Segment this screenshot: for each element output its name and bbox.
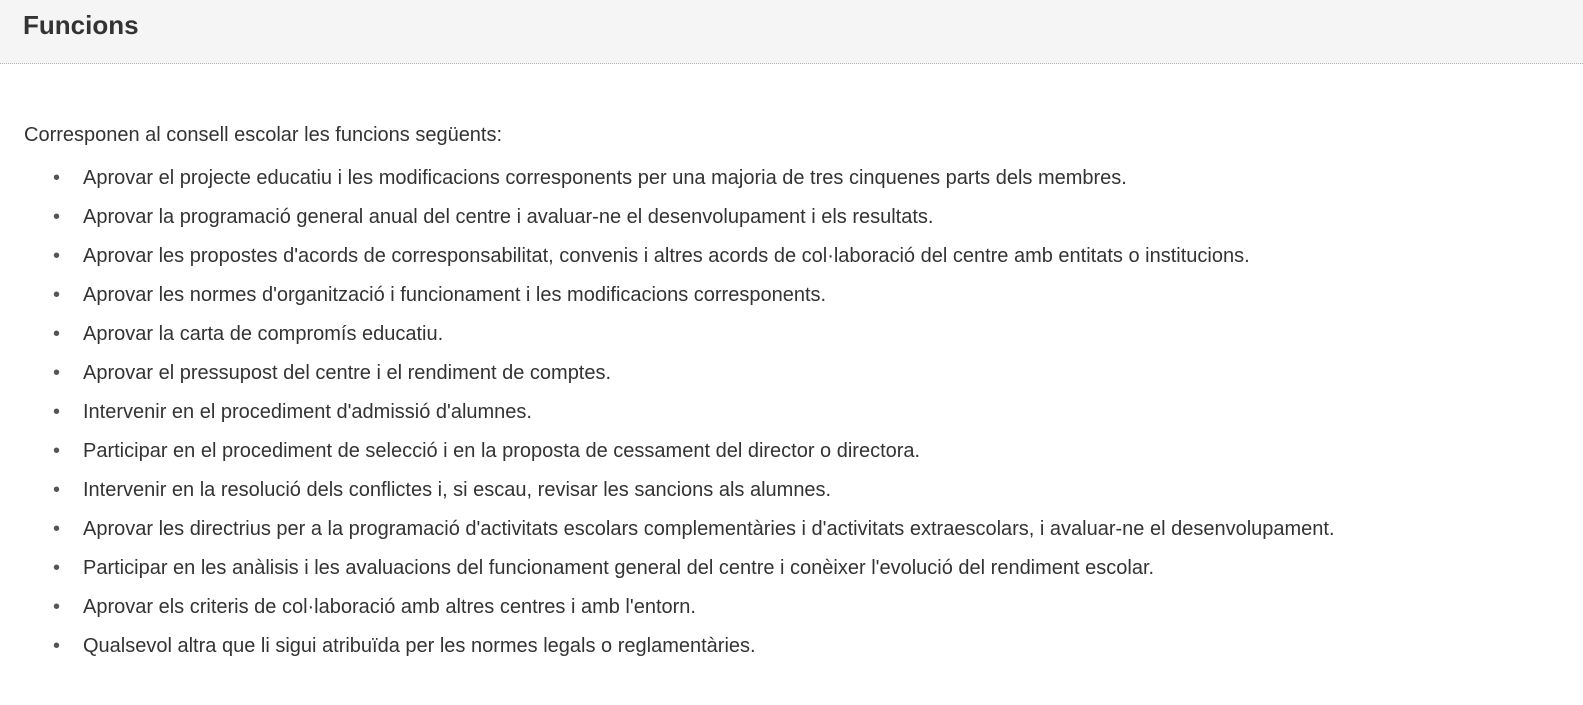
section-title: Funcions — [23, 10, 139, 40]
bullet-icon: • — [53, 635, 61, 657]
list-item — [53, 198, 1583, 237]
list-item-text: Participar en el procediment de selecció i en la proposta de cessament del director o directora. — [83, 440, 921, 462]
list-item-text: Intervenir en el procediment d'admissió d'alumnes. — [83, 401, 532, 423]
functions-list — [24, 159, 1583, 666]
list-item — [53, 549, 1583, 588]
list-item — [53, 315, 1583, 354]
list-item — [53, 276, 1583, 315]
list-item-text: Aprovar les propostes d'acords de corresponsabilitat, convenis i altres acords de col·laboració del centre amb entitats o institucions. — [83, 245, 1250, 267]
bullet-icon: • — [53, 284, 61, 306]
list-item — [53, 510, 1583, 549]
list-item-text: Aprovar les directrius per a la programació d'activitats escolars complementàries i d'activitats extraescolars, i avaluar-ne el desenvolupament. — [83, 518, 1335, 540]
bullet-icon: • — [53, 557, 61, 579]
bullet-icon: • — [53, 479, 61, 501]
bullet-icon: • — [53, 167, 61, 189]
bullet-icon: • — [53, 362, 61, 384]
list-item — [53, 354, 1583, 393]
bullet-icon: • — [53, 206, 61, 228]
section-header — [0, 0, 1583, 64]
list-item — [53, 159, 1583, 198]
list-item — [53, 471, 1583, 510]
list-item-text: Aprovar les normes d'organització i funcionament i les modificacions corresponents. — [83, 284, 827, 306]
list-item — [53, 432, 1583, 471]
list-item — [53, 588, 1583, 627]
intro-text: Corresponen al consell escolar les funcions següents: — [24, 124, 503, 146]
list-item-text: Aprovar el projecte educatiu i les modificacions corresponents per una majoria de tres cinquenes parts dels membres. — [83, 167, 1127, 189]
list-item — [53, 393, 1583, 432]
list-item-text: Qualsevol altra que li sigui atribuïda per les normes legals o reglamentàries. — [83, 635, 756, 657]
list-item-text: Participar en les anàlisis i les avaluacions del funcionament general del centre i conèixer l'evolució del rendiment escolar. — [83, 557, 1155, 579]
list-item-text: Aprovar els criteris de col·laboració amb altres centres i amb l'entorn. — [83, 596, 696, 618]
bullet-icon: • — [53, 518, 61, 540]
bullet-icon: • — [53, 596, 61, 618]
bullet-icon: • — [53, 401, 61, 423]
list-item-text: Intervenir en la resolució dels conflictes i, si escau, revisar les sancions als alumnes. — [83, 479, 832, 501]
bullet-icon: • — [53, 323, 61, 345]
list-item-text: Aprovar la programació general anual del centre i avaluar-ne el desenvolupament i els resultats. — [83, 206, 934, 228]
bullet-icon: • — [53, 245, 61, 267]
list-item — [53, 237, 1583, 276]
bullet-icon: • — [53, 440, 61, 462]
list-item-text: Aprovar el pressupost del centre i el rendiment de comptes. — [83, 362, 612, 384]
main-content — [0, 64, 1583, 666]
list-item — [53, 627, 1583, 666]
list-item-text: Aprovar la carta de compromís educatiu. — [83, 323, 444, 345]
